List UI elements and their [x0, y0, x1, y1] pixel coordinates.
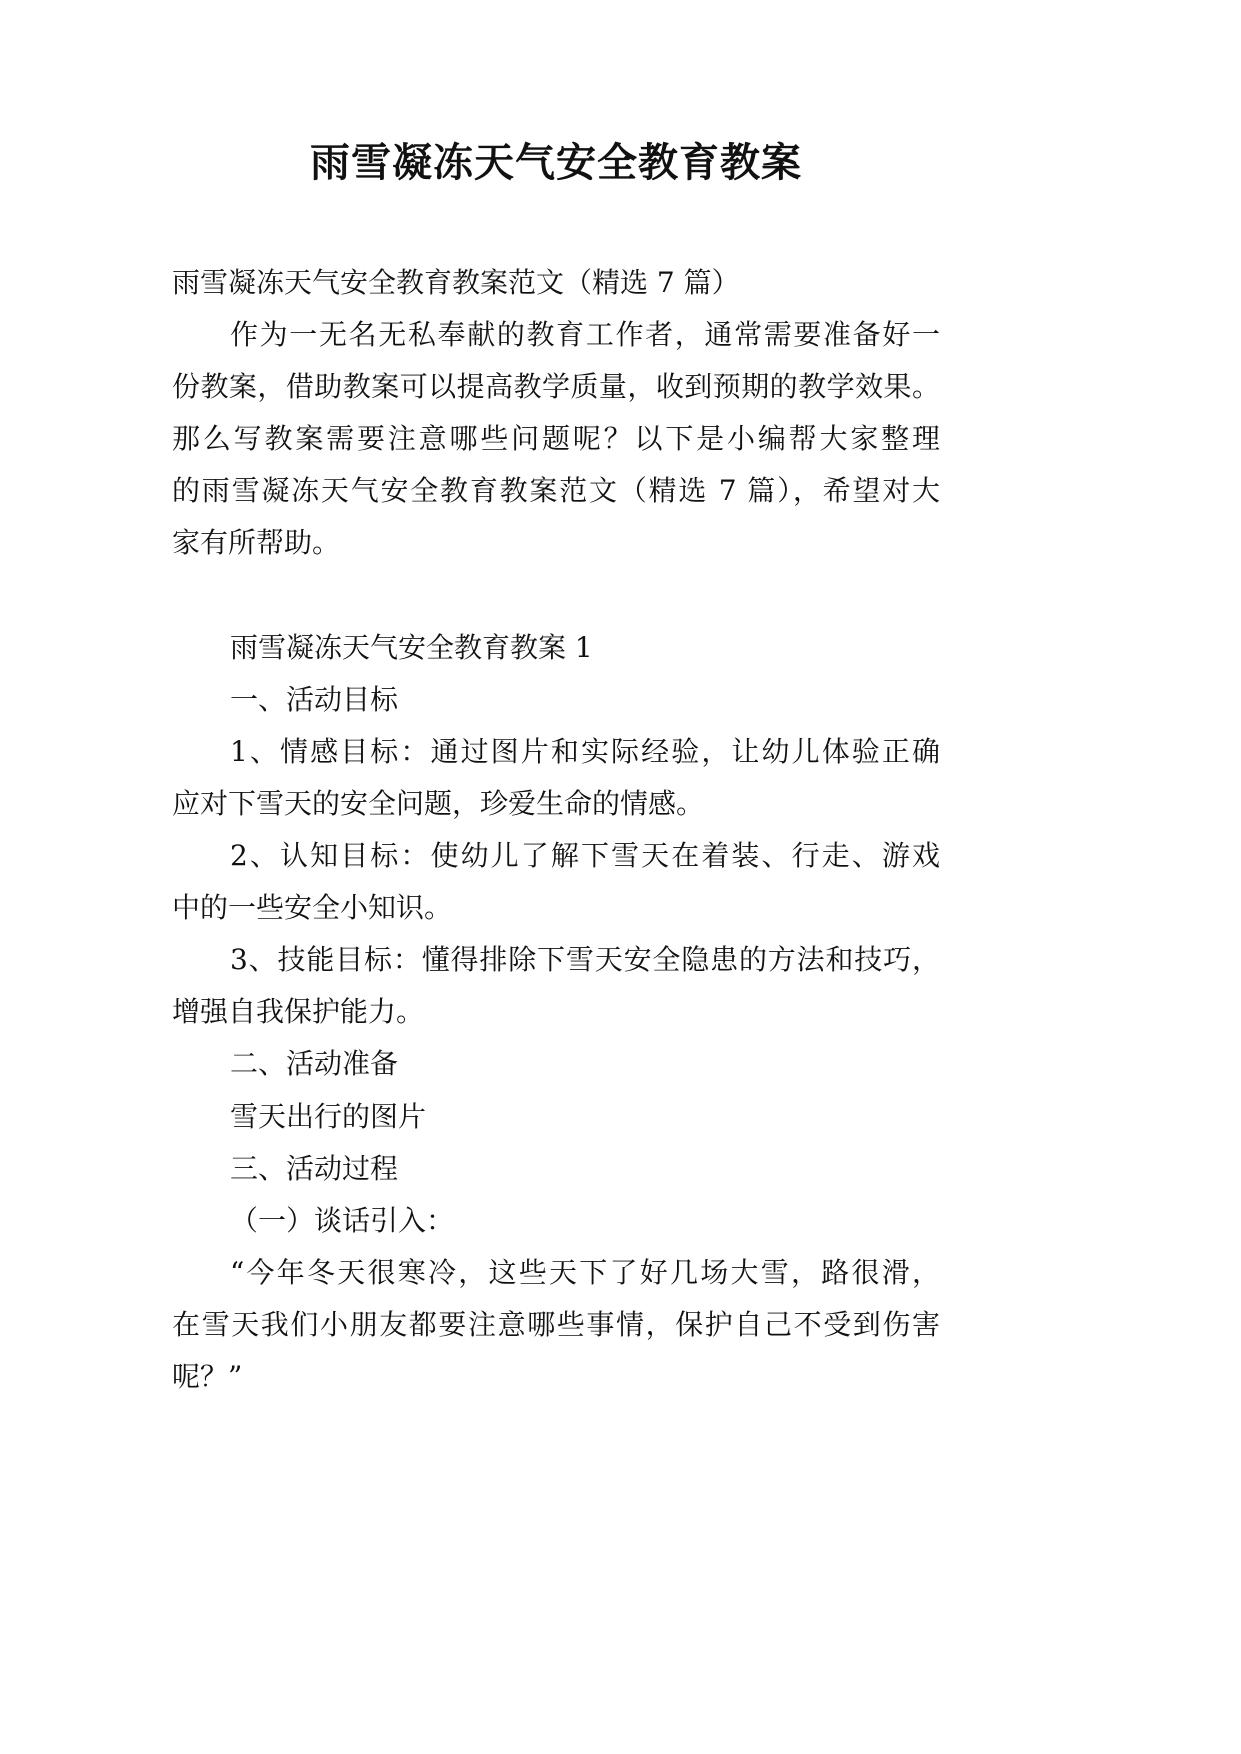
paragraph-line: 作为一无名无私奉献的教育工作者，通常需要准备好一: [230, 318, 940, 352]
goal-item: [172, 726, 940, 830]
paragraph-line: 呢？”: [172, 1359, 243, 1393]
intro-paragraph: [172, 309, 940, 569]
section-heading-process: 三、活动过程: [230, 1151, 399, 1185]
paragraph-line: 增强自我保护能力。: [172, 995, 425, 1029]
paragraph-line: 那么写教案需要注意哪些问题呢？以下是小编帮大家整理: [172, 422, 940, 456]
section-heading-preparation: 二、活动准备: [230, 1047, 399, 1081]
paragraph-line: 1、情感目标：通过图片和实际经验，让幼儿体验正确: [230, 734, 940, 768]
intro-heading: 雨雪凝冻天气安全教育教案范文（精选 7 篇）: [172, 266, 740, 299]
paragraph-line: 3、技能目标：懂得排除下雪天安全隐患的方法和技巧，: [230, 943, 940, 977]
materials-text: 雪天出行的图片: [230, 1099, 427, 1133]
goal-item: [172, 830, 940, 934]
paragraph-line: 应对下雪天的安全问题，珍爱生命的情感。: [172, 786, 705, 820]
paragraph-line: 份教案，借助教案可以提高教学质量，收到预期的教学效果。: [172, 370, 940, 404]
paragraph-line: 中的一些安全小知识。: [172, 891, 453, 925]
goal-item: [172, 934, 940, 1038]
blank-line: [172, 570, 940, 622]
lesson-heading: 雨雪凝冻天气安全教育教案 1: [230, 630, 593, 664]
step-heading: （一）谈话引入：: [230, 1203, 455, 1237]
document-body: [172, 257, 940, 1403]
paragraph-line: 家有所帮助。: [172, 526, 341, 560]
paragraph-line: 在雪天我们小朋友都要注意哪些事情，保护自己不受到伤害: [172, 1307, 940, 1341]
paragraph-line: 2、认知目标：使幼儿了解下雪天在着装、行走、游戏: [230, 839, 940, 873]
document-title: 雨雪凝冻天气安全教育教案: [310, 139, 802, 186]
section-heading-goals: 一、活动目标: [230, 682, 399, 716]
paragraph-line: 的雨雪凝冻天气安全教育教案范文（精选 7 篇），希望对大: [172, 474, 940, 508]
quote-paragraph: [172, 1247, 940, 1403]
paragraph-line: “今年冬天很寒冷，这些天下了好几场大雪，路很滑，: [230, 1255, 940, 1289]
